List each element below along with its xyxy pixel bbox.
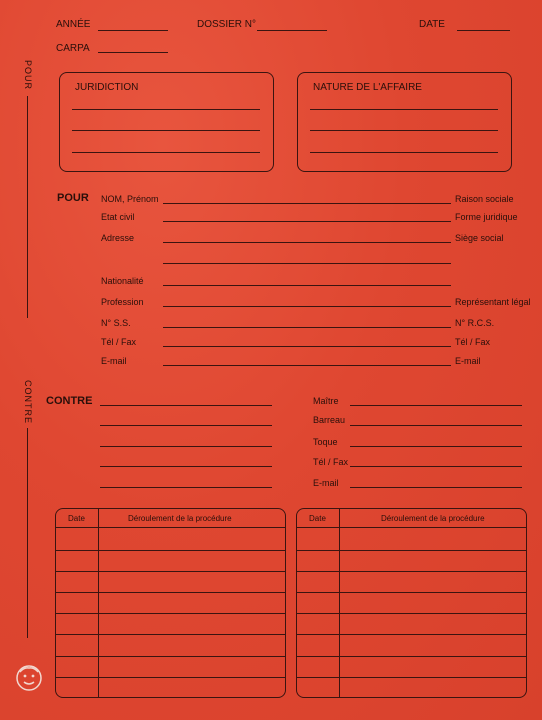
field-raison-sociale: Raison sociale	[455, 194, 514, 204]
contre-line-5	[100, 487, 272, 488]
field-email-right: E-mail	[455, 356, 481, 366]
procedure-table-right-divider	[339, 508, 340, 698]
carpa-label: CARPA	[56, 43, 90, 54]
field-adresse: Adresse	[101, 233, 135, 243]
line-adresse-2	[163, 263, 451, 264]
table-right-col-procedure: Déroulement de la procédure	[381, 514, 485, 523]
field-maitre: Maître	[313, 396, 339, 406]
dossier-label: DOSSIER N°	[197, 19, 257, 30]
contre-line-4	[100, 466, 272, 467]
procedure-table-right	[296, 508, 527, 698]
field-barreau: Barreau	[313, 415, 346, 425]
line-nationalite	[163, 285, 451, 286]
field-tel-fax: Tél / Fax	[101, 337, 137, 347]
juridiction-line-3	[72, 152, 260, 153]
table-row	[55, 550, 286, 551]
table-row	[55, 634, 286, 635]
field-profession: Profession	[101, 297, 144, 307]
side-label-pour: POUR	[23, 60, 33, 91]
exacompta-face-logo-icon	[14, 663, 44, 693]
dossier-line	[257, 30, 327, 31]
field-ss: N° S.S.	[101, 318, 131, 328]
table-row	[296, 550, 527, 551]
field-contre-tel-fax: Tél / Fax	[313, 457, 349, 467]
table-row	[55, 571, 286, 572]
table-left-header-line	[55, 527, 286, 528]
table-row	[296, 677, 527, 678]
table-row	[296, 592, 527, 593]
field-contre-email: E-mail	[313, 478, 339, 488]
table-row	[296, 656, 527, 657]
nature-affaire-title: NATURE DE L'AFFAIRE	[313, 82, 422, 93]
table-row	[55, 592, 286, 593]
date-line	[457, 30, 510, 31]
side-divider-pour	[27, 96, 28, 318]
line-email	[163, 365, 451, 366]
field-nom-prenom: NOM, Prénom	[101, 194, 159, 204]
table-row	[55, 613, 286, 614]
line-toque	[350, 446, 522, 447]
field-representant-legal: Représentant légal	[455, 297, 531, 307]
side-label-contre: CONTRE	[23, 380, 33, 424]
annee-label: ANNÉE	[56, 19, 91, 30]
procedure-table-left-divider	[98, 508, 99, 698]
line-tel-fax	[163, 346, 451, 347]
juridiction-line-2	[72, 130, 260, 131]
procedure-table-left	[55, 508, 286, 698]
field-email: E-mail	[101, 356, 127, 366]
table-row	[55, 656, 286, 657]
line-ss	[163, 327, 451, 328]
pour-title: POUR	[57, 192, 89, 204]
line-contre-tel-fax	[350, 466, 522, 467]
line-barreau	[350, 425, 522, 426]
date-label: DATE	[419, 19, 445, 30]
carpa-line	[98, 52, 168, 53]
field-tel-fax-right: Tél / Fax	[455, 337, 491, 347]
contre-line-2	[100, 425, 272, 426]
field-rcs: N° R.C.S.	[455, 318, 495, 328]
field-forme-juridique: Forme juridique	[455, 212, 518, 222]
contre-line-3	[100, 446, 272, 447]
juridiction-line-1	[72, 109, 260, 110]
field-siege-social: Siège social	[455, 233, 504, 243]
nature-line-1	[310, 109, 498, 110]
field-etat-civil: Etat civil	[101, 212, 135, 222]
annee-line	[98, 30, 168, 31]
nature-line-3	[310, 152, 498, 153]
line-maitre	[350, 405, 522, 406]
field-toque: Toque	[313, 437, 338, 447]
juridiction-title: JURIDICTION	[75, 82, 139, 93]
table-row	[296, 634, 527, 635]
table-row	[296, 613, 527, 614]
line-adresse	[163, 242, 451, 243]
table-right-col-date: Date	[309, 514, 326, 523]
table-right-header-line	[296, 527, 527, 528]
line-etat-civil	[163, 221, 451, 222]
table-left-col-date: Date	[68, 514, 85, 523]
contre-line-1	[100, 405, 272, 406]
table-row	[296, 571, 527, 572]
field-nationalite: Nationalité	[101, 276, 144, 286]
contre-title: CONTRE	[46, 395, 93, 407]
nature-line-2	[310, 130, 498, 131]
table-row	[55, 677, 286, 678]
side-divider-contre	[27, 428, 28, 638]
line-contre-email	[350, 487, 522, 488]
line-nom-prenom	[163, 203, 451, 204]
table-left-col-procedure: Déroulement de la procédure	[128, 514, 232, 523]
line-profession	[163, 306, 451, 307]
